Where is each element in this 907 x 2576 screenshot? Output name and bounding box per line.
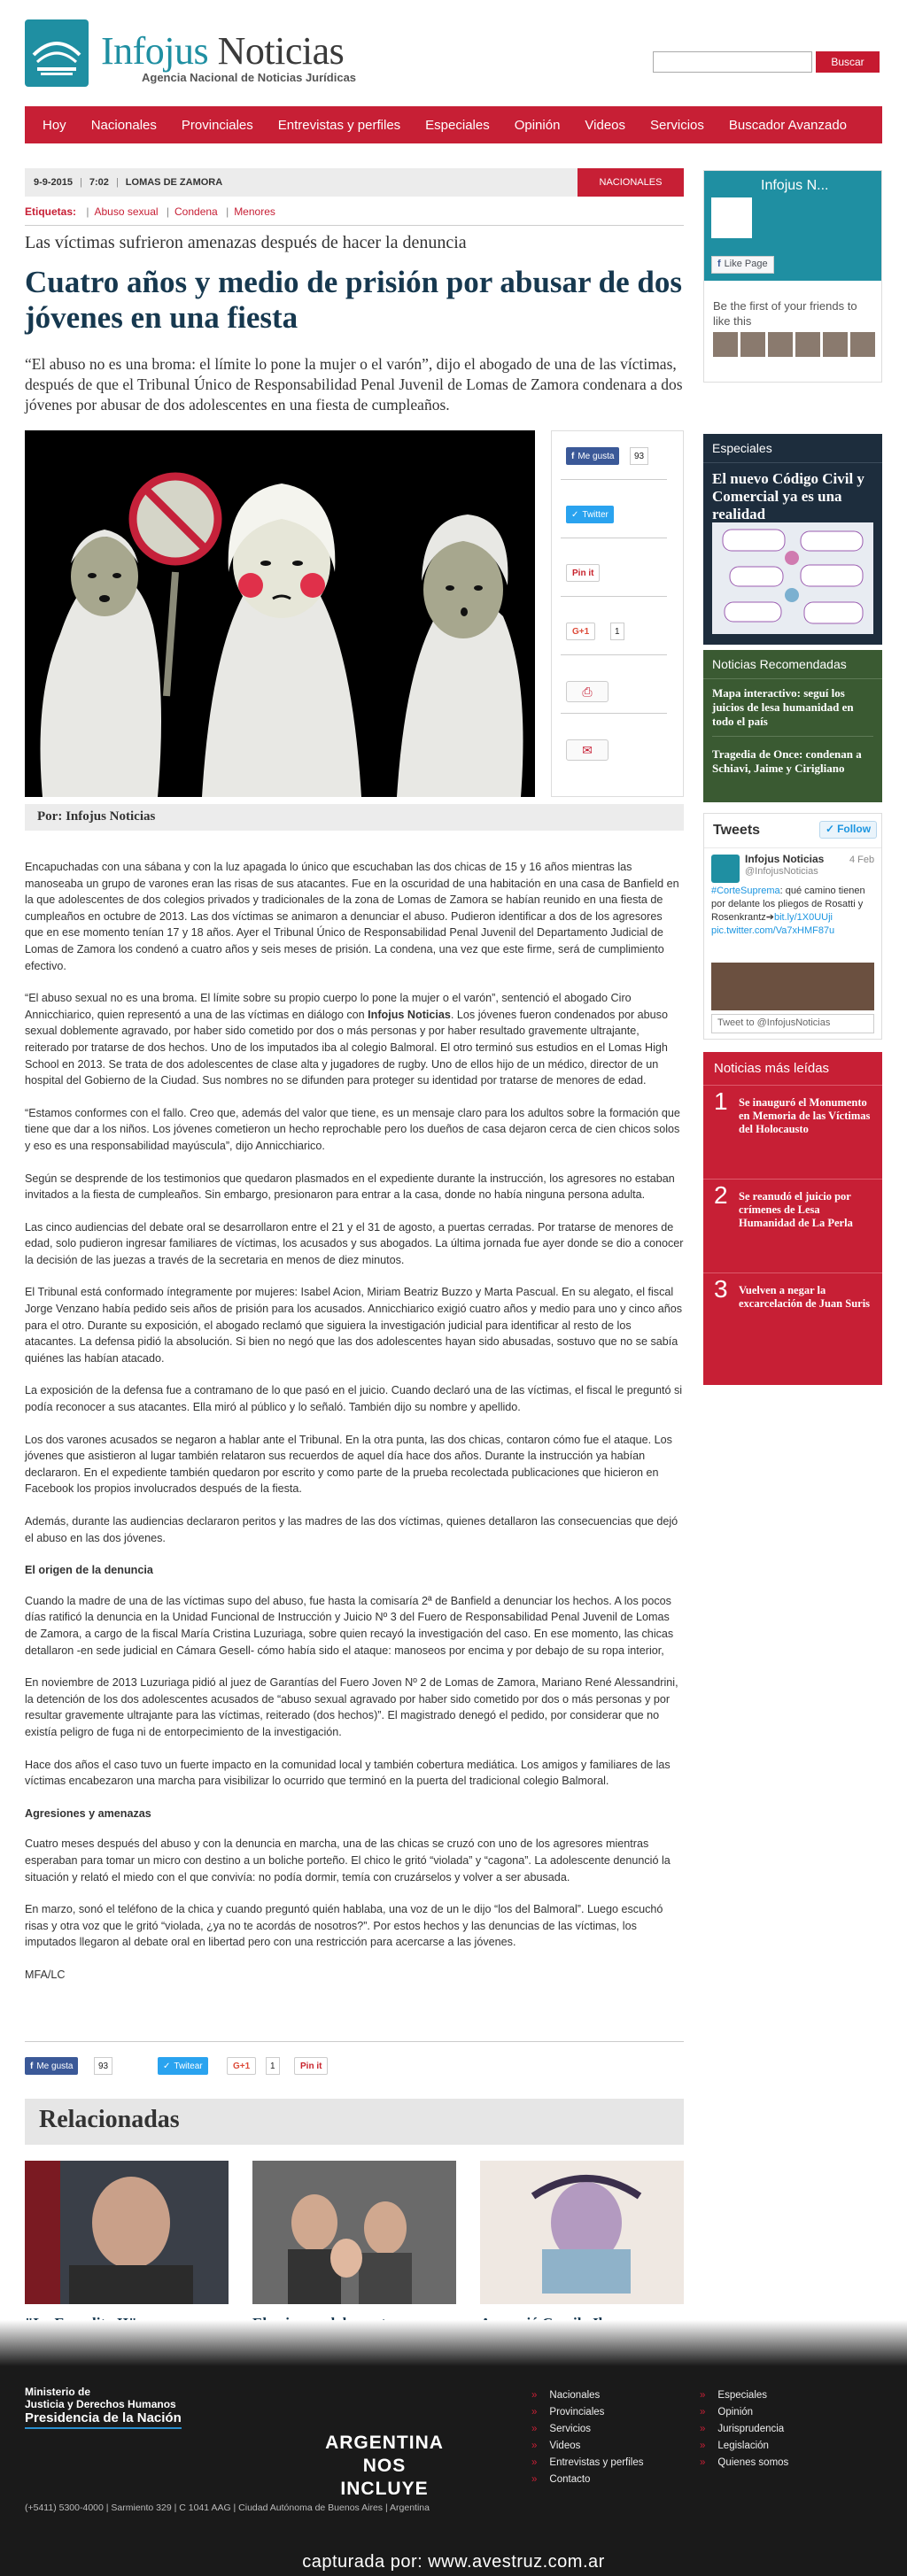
most-read-title[interactable]: Se inauguró el Monumento en Memoria de las Víctimas del Holocausto [739,1096,871,1135]
email-icon[interactable]: ✉ [566,739,609,761]
presidencia-text: Presidencia de la Nación [25,2410,182,2429]
search-button[interactable]: Buscar [816,51,880,73]
friend-avatar[interactable] [823,332,848,357]
nav-opinion[interactable]: Opinión [514,117,561,133]
nos-incluye-text: NOS INCLUYE [340,2456,429,2499]
section-heading: Agresiones y amenazas [25,1806,151,1820]
most-read-title[interactable]: Se reanudó el juicio por crímenes de Lesa Humanidad de La Perla [739,1190,853,1229]
article-meta: 9-9-2015 | 7:02 | LOMAS DE ZAMORA [25,168,684,197]
argentina-logo [322,2432,446,2501]
twitter-icon: ✓ [826,823,835,835]
outlet-name: Infojus Noticias [368,1008,451,1021]
footer-link[interactable]: » Videos [531,2438,644,2455]
article-kicker: Las víctimas sufrieron amenazas después de hacer la denuncia [25,233,467,252]
article-body [25,859,684,1999]
site-title[interactable] [101,28,344,73]
friend-avatar[interactable] [768,332,793,357]
search-input[interactable] [653,51,812,73]
most-read-title[interactable]: Vuelven a negar la excarcelación de Juan Suris [739,1284,871,1310]
friend-avatar[interactable] [713,332,738,357]
especiales-widget [703,434,882,645]
footer-links-col1 [531,2387,644,2488]
facebook-faces [713,332,875,357]
twitter-label: Twitear [174,2061,203,2071]
tweet-hashtag[interactable]: #CorteSuprema [711,886,780,896]
capture-watermark: capturada por: www.avestruz.com.ar [302,2552,605,2572]
twitter-icon: ✓ [163,2061,171,2071]
facebook-page-name[interactable]: Infojus N... [761,178,829,193]
divider [561,479,667,480]
divider [712,736,873,737]
tag-link[interactable]: Menores [234,205,275,218]
nav-hoy[interactable]: Hoy [43,117,66,133]
article-paragraph: “Estamos conformes con el fallo. Creo que, además del valor que tiene, es un mensaje claro para los adultos sobre la formación que tiene que dar a los niños. Los jóvenes cometieron un hecho reprochable pero los dueños de casa dejaron cerca de cien chicos solos y eso es una responsabilidad mayúscula”, dijo Annicchiarico. [25,1106,680,1152]
tweet-text [711,885,874,938]
section-heading: El origen de la denuncia [25,1564,153,1577]
divider [561,713,667,714]
facebook-like-button[interactable] [25,2057,78,2075]
footer-address: (+5411) 5300-4000 | Sarmiento 329 | C 1041 AAG | Ciudad Autónoma de Buenos Aires | Argentina [25,2503,430,2513]
footer-link[interactable]: » Legislación [700,2438,788,2455]
article-byline: Por: Infojus Noticias [25,804,684,831]
paragraph-part: . Los jóvenes fueron condenados por abuso sexual doblemente agravado, por haber sido cometido por dos o más personas y por haber resultado gravemente ultrajante, reiterado por tratarse de dos hechos. Uno de los imputados iba al colegio Balmoral. El otro terminó sus estudios en el Lomas High School en 2013. Se trata de dos adolescentes de clase alta y jugadores de rugby. Uno de ellos hijo de un médico, director de un hospital del Gobierno de la Ciudad. Sus nombres no se difunden para proteger su identidad por tratarse de menores de edad. [25,1008,668,1087]
article-illustration [25,430,535,797]
article-time: 7:02 [89,177,109,188]
google-plus-button[interactable]: G+1 [227,2057,256,2075]
ministerio-line2: Justicia y Derechos Humanos [25,2398,176,2410]
divider [561,654,667,655]
nav-especiales[interactable]: Especiales [425,117,490,133]
related-image[interactable] [480,2161,684,2304]
friend-avatar[interactable] [795,332,820,357]
twitter-button[interactable] [566,506,614,523]
related-image[interactable] [25,2161,229,2304]
facebook-cover[interactable] [704,171,881,281]
paragraph-part: “El abuso sexual no es una broma. El límite sobre su propio cuerpo lo pone la mujer o el varón”, sentenció el abogado Ciro Annicchiarico, quien representó a una de las víctimas en diálogo con [25,992,632,1021]
recommended-widget [703,650,882,802]
twitter-icon: ✓ [571,509,579,520]
facebook-page-widget [703,170,882,383]
recommended-item[interactable]: Mapa interactivo: seguí los juicios de lesa humanidad en todo el país [712,686,854,728]
friend-avatar[interactable] [740,332,765,357]
related-image[interactable] [252,2161,456,2304]
facebook-icon: f [717,259,721,269]
article-signature: MFA/LC [25,1968,66,1981]
tweet-link[interactable]: bit.ly/1X0UUji [773,912,833,923]
tags-label: Etiquetas: [25,205,77,218]
footer-fade [0,2320,907,2366]
nav-servicios[interactable]: Servicios [650,117,704,133]
most-read-widget [703,1052,882,1385]
pinterest-button[interactable]: Pin it [294,2057,328,2075]
friend-avatar[interactable] [850,332,875,357]
tweet-image[interactable] [711,963,874,1010]
ministerio-text [25,2386,176,2410]
section-badge[interactable]: NACIONALES [578,168,684,197]
footer-link[interactable]: » Contacto [531,2472,644,2488]
twitter-widget [703,813,882,1040]
tweet-to-input[interactable]: Tweet to @InfojusNoticias [711,1014,874,1033]
article-paragraph: Cuando la madre de una de las víctimas supo del abuso, fue hasta la comisaría 2ª de Banfield a denunciar los hechos. A los pocos días ratificó la denuncia en la Unidad Funcional de Instrucción y Juicio Nº 3 del Fuero de Responsabilidad Penal Juvenil de Lomas de Zamora, a cargo de la fiscal María Cristina Luzuriaga, sobre quien recayó la investigación del caso. En ese momento, las chicas detallaron -en sede judicial en Cámara Gesell- cómo había sido el ataque: manoseos por encima y por debajo de su ropa interior, [25,1594,674,1657]
footer-link[interactable]: » Nacionales [531,2387,644,2404]
divider [561,596,667,597]
article-headline: Cuatro años y medio de prisión por abusar de dos jóvenes en una fiesta [25,265,682,335]
main-nav [25,106,882,143]
divider [25,2041,684,2042]
rank-number: 3 [714,1275,728,1303]
facebook-like-label: Me gusta [578,451,615,461]
facebook-count: 93 [630,447,648,465]
twitter-avatar[interactable] [711,855,740,883]
facebook-icon: f [571,451,575,461]
nav-buscador[interactable]: Buscador Avanzado [728,117,848,133]
recommended-item[interactable]: Tragedia de Once: condenan a Schiavi, Jaime y Cirigliano [712,747,862,775]
footer-link[interactable]: » Jurisprudencia [700,2421,788,2438]
pinterest-button[interactable]: Pin it [566,564,600,582]
footer-links-col2 [700,2387,788,2472]
argentina-word: ARGENTINA [325,2433,444,2453]
facebook-like-page-label: Like Page [724,259,768,269]
tweets-heading: Tweets [713,823,761,838]
article-paragraph: Cuatro meses después del abuso y con la denuncia en marcha, una de las chicas se cruzó con uno de los agresores mientras esperaban para tomar un micro con destino a un boliche porteño. El chico le gritó “violada” y “cagona”. La adolescente denunció la situación y relató el miedo con el que convivía: no podía dormir, temía con cruzárselos y volver a ser abusada. [25,1837,671,1884]
article-paragraph: Los dos varones acusados se negaron a hablar ante el Tribunal. En la otra punta, las dos chicas, contaron cómo fue el ataque. Los jóvenes que asistieron al lugar también relataron sus recuerdos de aquel día hace dos años. Durante la instrucción ya habían declararon. En el expediente también quedaron por escrito y como parte de la prueba recolectada publicaciones que hicieron en Facebook los propios involucrados después de la fiesta. [25,1433,672,1496]
article-paragraph: Encapuchadas con una sábana y con la luz apagada lo único que escuchaban las dos chicas de 15 y 16 años mientras las manoseaba un grupo de varones eran las risas de sus atacantes. Fue en la oscuridad de una habitación en una casa de Banfield en la que adolescentes de dos colegios privados y tradicionales de la zona de Lomas de Zamora se habían reunido en una fiesta de cumpleaños en octubre de 2013. Las dos víctimas se animaron a denunciar el abuso. Pudieron identificar a dos de los agresores que en ese momento tenían 17 y 18 años. Ayer el Tribunal Único de Responsabilidad Penal Juvenil del Departamento Judicial de Lomas de Zamora los condenó a cuatro años y seis meses de prisión. La condena, una vez que este firme, será de cumplimiento efectivo. [25,861,679,972]
most-read-item[interactable] [703,1273,882,1367]
google-plus-button[interactable]: G+1 [566,623,595,640]
share-column [551,430,684,797]
twitter-follow-button[interactable] [819,821,877,839]
footer-link[interactable]: » Opinión [700,2404,788,2421]
divider [25,225,684,226]
recommended-heading: Noticias Recomendadas [703,650,882,679]
article-paragraph: La exposición de la defensa fue a contramano de lo que pasó en el juicio. Cuando declaró una de las víctimas, el fiscal le preguntó si podía reconocer a sus atacantes. Ella miró al público y lo señaló. También dijo su nombre y apellido. [25,1384,683,1414]
footer-link[interactable]: » Provinciales [531,2404,644,2421]
facebook-like-page-button[interactable] [711,256,774,274]
tags-row: Etiquetas: | Abuso sexual | Condena | Menores [25,205,275,218]
rank-number: 1 [714,1087,728,1115]
nav-entrevistas[interactable]: Entrevistas y perfiles [277,117,401,133]
infojus-logo[interactable] [25,19,89,87]
most-read-item[interactable] [703,1180,882,1273]
article-place: LOMAS DE ZAMORA [125,177,223,188]
tweet-body: : qué camino tienen por delante los pliegos de Rosatti y Rosenkrantz➔ [711,886,865,923]
print-icon[interactable]: ⎙ [566,681,609,702]
facebook-like-button[interactable] [566,447,619,465]
nav-videos[interactable]: Videos [585,117,626,133]
twitter-handle[interactable]: @InfojusNoticias [745,866,818,877]
related-heading: Relacionadas [25,2099,684,2145]
facebook-like-label: Me gusta [36,2061,74,2071]
bottom-share-bar [25,2057,684,2077]
ministerio-line1: Ministerio de [25,2386,91,2398]
article-paragraph [25,990,684,1089]
article-paragraph: Hace dos años el caso tuvo un fuerte impacto en la comunidad local y también cobertura mediática. Los amigos y familiares de las víctimas encabezaron una marcha para visibilizar lo ocurrido que terminó en la puerta del tradicional colegio Balmoral. [25,1758,671,1788]
footer-link[interactable]: » Especiales [700,2387,788,2404]
twitter-button[interactable] [158,2057,208,2075]
footer-link[interactable]: » Servicios [531,2421,644,2438]
footer-link[interactable]: » Entrevistas y perfiles [531,2455,644,2472]
nav-nacionales[interactable]: Nacionales [90,117,157,133]
article-lead: “El abuso no es una broma: el límite lo pone la mujer o el varón”, dijo el abogado de una de las víctimas, después de que el Tribunal Único de Responsabilidad Penal Juvenil de Lomas de Zamora condenara a dos jóvenes por abusar de dos adolescentes en una fiesta de cumpleaños. [25,355,683,414]
article-paragraph: El Tribunal está conformado íntegramente por mujeres: Isabel Acion, Miriam Beatriz Buzzo y Marta Pascual. En su alegato, el fiscal Jorge Venzano había pedido seis años de prisión para los acusados. Annicchiarico exigió cuatro años y medio para uno y cinco años para el otro. Durante su exposición, el abogado reclamó que siguiera la investigación judicial para identificar al resto de los atacantes. La defensa pidió la absolución. Si bien no negó que las dos adolescentes hayan sido abusadas, sostuvo que no se sabía quiénes las habían atacado. [25,1286,683,1365]
article-paragraph: Además, durante las audiencias declararon peritos y las madres de las dos víctimas, quienes detallaron las consecuencias que dejó el abuso en las dos jóvenes. [25,1515,678,1544]
site-subtitle: Agencia Nacional de Noticias Jurídicas [142,71,357,84]
tweet-date[interactable]: 4 Feb [849,855,875,865]
twitter-username[interactable]: Infojus Noticias [745,853,825,865]
divider [704,847,881,848]
most-read-item[interactable] [703,1086,882,1180]
especiales-heading: Especiales [703,434,882,463]
tag-link[interactable]: Abuso sexual [94,205,159,218]
most-read-heading: Noticias más leídas [703,1052,882,1086]
article-date: 9-9-2015 [34,177,74,188]
twitter-follow-label: Follow [837,823,872,835]
logo-word-noticias: Noticias [217,29,345,73]
tag-link[interactable]: Condena [174,205,218,218]
nav-provinciales[interactable]: Provinciales [181,117,253,133]
article-paragraph: Según se desprende de los testimonios que quedaron plasmados en el expediente durante la instrucción, los agresores no estaban invitados a la fiesta de cumpleaños. Sin embargo, presionaron para entrar a la casa, donde no había ninguna persona adulta. [25,1172,675,1202]
especiales-image[interactable] [712,522,873,634]
rank-number: 2 [714,1181,728,1209]
facebook-count: 93 [94,2057,112,2075]
google-plus-count: 1 [610,623,624,640]
article-paragraph: En noviembre de 2013 Luzuriaga pidió al juez de Garantías del Fuero Joven Nº 2 de Lomas de Zamora, Mariano René Alessandrini, la detención de los dos adolescentes acusados de “abuso sexual agravado por haber sido cometido por dos o más personas y por resultar gravemente ultrajante para las víctimas, reiterado (dos hechos)”. El magistrado denegó el pedido, por considerar que no existía peligro de fuga ni de entorpecimiento de la investigación. [25,1676,678,1738]
facebook-icon: f [30,2061,34,2071]
tweet-pic-link[interactable]: pic.twitter.com/Va7xHMF87u [711,925,835,936]
facebook-first-text: Be the first of your friends to like this [713,299,857,328]
twitter-label: Twitter [582,509,609,520]
footer-link[interactable]: » Quienes somos [700,2455,788,2472]
especiales-title[interactable]: El nuevo Código Civil y Comercial ya es una realidad [712,470,864,522]
google-plus-count: 1 [266,2057,280,2075]
article-paragraph: Las cinco audiencias del debate oral se desarrollaron entre el 21 y el 31 de agosto, a puertas cerradas. Por tratarse de menores de edad, solo pudieron ingresar familiares de víctimas, los acusados y sus abogados. La última jornada fue ayer donde se dio a conocer la decisión de las juezas a través de la secretaria en menos de diez minutos. [25,1220,684,1266]
article-paragraph: En marzo, sonó el teléfono de la chica y cuando preguntó quién hablaba, una voz de un le dijo “los del Balmoral”. Luego escuchó risas y otra voz que le gritó “violada, ¿ya no te acordás de nosotros?”. Por estos hechos y las denuncias de las víctimas, los imputados llegaron al debate oral en libertad pero con una restricción para acercarse a las jóvenes. [25,1903,663,1949]
logo-word-infojus: Infojus [101,29,209,73]
facebook-page-logo[interactable] [711,197,752,238]
